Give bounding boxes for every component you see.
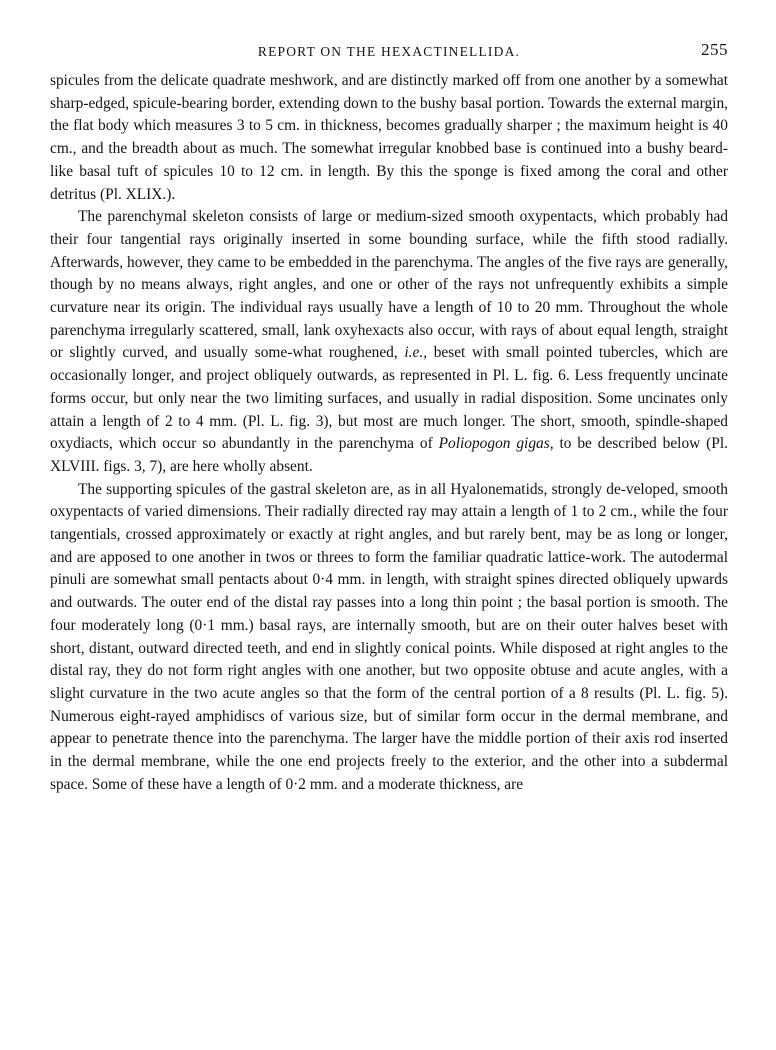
text-run: , to be described below (Pl. XLVIII. figs. 3, 7), are here wholly absent. xyxy=(50,435,728,475)
running-title: REPORT ON THE HEXACTINELLIDA. xyxy=(257,44,521,59)
document-page xyxy=(50,40,728,797)
paragraph-gastral-skeleton xyxy=(50,479,728,797)
text-run: The supporting spicules of the gastral skeleton are, as in all Hyalonematids, strongly de-veloped, smooth oxypentacts of varied dimensions. Their radially directed ray may attain a length of 1 to 2 cm., while the four tangentials, crossed approximately or exactly at right angles, and but rarely bent, may be as long or longer, and are apposed to one another in twos or threes to form the familiar quadratic lattice-work. The autodermal pinuli are somewhat small pentacts about 0·4 mm. in length, with straight spines directed obliquely upwards and outwards. The outer end of the distal ray passes into a long thin point ; the basal portion is smooth. The four moderately long (0·1 mm.) basal rays, are internally smooth, but are on their outer halves beset with short, distant, outward directed teeth, and end in slightly conical points. While disposed at right angles to the distal ray, they do not form right angles with one another, but two opposite obtuse and acute angles, with a slight curvature in the two acute angles so that the form of the central portion of a 8 results (Pl. L. fig. 5). Numerous eight-rayed amphidiscs of various size, but of similar form occur in the dermal membrane, and appear to penetrate thence into the parenchyma. The larger have the middle portion of their axis rod inserted in the dermal membrane, while the one end projects freely to the exterior, and the other into a subdermal space. Some of these have a length of 0·2 mm. and a moderate thickness, are xyxy=(50,480,728,793)
species-name: Poliopogon gigas xyxy=(438,435,550,453)
text-run: spicules from the delicate quadrate meshwork, and are distinctly marked off from one another by a somewhat sharp-edged, spicule-bearing border, extending down to the bushy basal portion. Towards the external margin, the flat body which measures 3 to 5 cm. in thickness, becomes gradually sharper ; the maximum height is 40 cm., and the breadth about as much. The somewhat irregular knobbed base is continued into a bushy beard-like basal tuft of spicules 10 to 12 cm. in length. By this the sponge is fixed among the coral and other detritus (Pl. XLIX.). xyxy=(50,72,728,203)
text-run: , beset with small pointed tubercles, which are occasionally longer, and project obliquely outwards, as represented in Pl. L. fig. 6. Less frequently uncinate forms occur, but only near the two limiting surfaces, and usually in radial disposition. Some uncinates only attain a length of 2 to 4 mm. (Pl. L. fig. 3), but most are much longer. The short, smooth, spindle-shaped oxydiacts, which occur so abundantly in the parenchyma of xyxy=(50,344,728,453)
italic-abbreviation: i.e. xyxy=(404,344,424,362)
running-header xyxy=(50,40,728,70)
page-number: 255 xyxy=(701,40,728,59)
text-run: The parenchymal skeleton consists of large or medium-sized smooth oxypentacts, which probably had their four tangential rays originally inserted in some bounding surface, while the fifth stood radially. Afterwards, however, they came to be embedded in the parenchyma. The angles of the five rays are generally, though by no means always, right angles, and one or other of the rays not unfrequently exhibits a simple curvature near its origin. The individual rays usually have a length of 10 to 20 mm. Throughout the whole parenchyma irregularly scattered, small, lank oxyhexacts also occur, with rays of about equal length, straight or slightly curved, and usually some-what roughened, xyxy=(50,208,728,362)
paragraph-continued xyxy=(50,70,728,206)
paragraph-parenchymal-skeleton xyxy=(50,206,728,478)
